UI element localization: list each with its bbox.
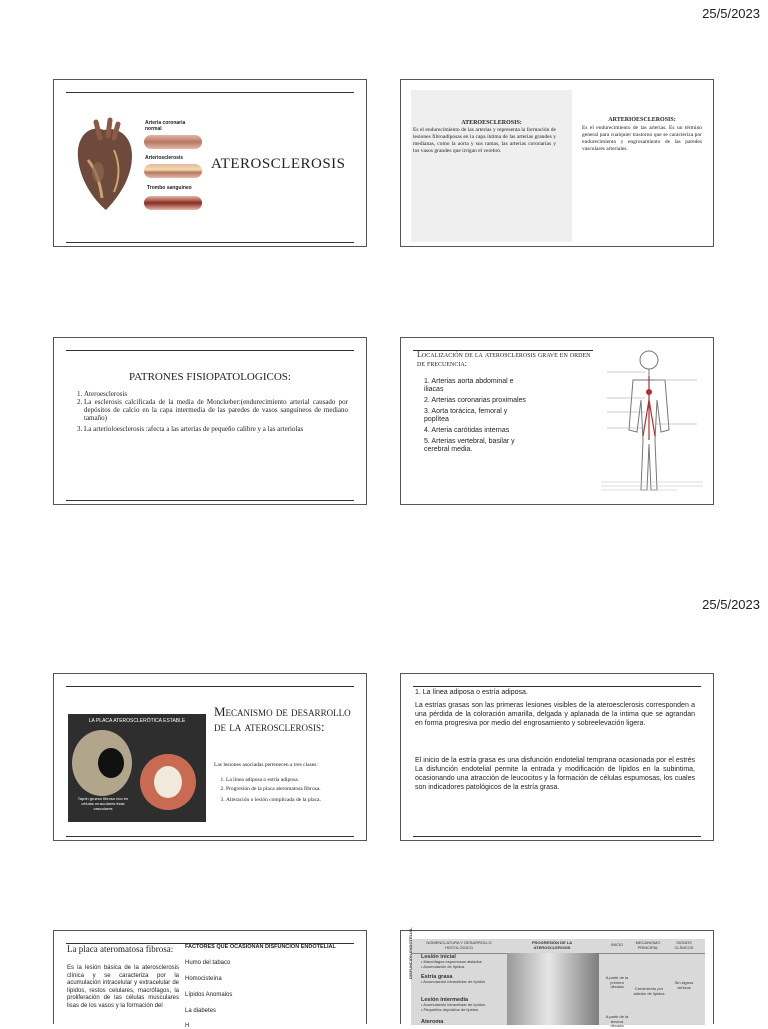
list-item: 1. La línea adiposa o estría adiposa.: [226, 777, 356, 784]
table-row: [421, 997, 505, 1012]
factor-item: Lípidos Anomalos: [185, 992, 233, 998]
page-date: 25/5/2023: [702, 597, 760, 612]
body-figure-illustration: [597, 340, 707, 500]
list-item: 2. Arterias coronarias proximales: [424, 397, 526, 404]
placa-image-label: Tapón grueso fibroso rico en células musculares lisas vasculares: [77, 796, 129, 811]
progresion-table: [408, 927, 705, 1028]
vessel-label-normal: Arteria coronaria normal: [145, 120, 186, 132]
header-cell: PROGRESIÓN DE LA ATEROSCLEROSIS: [531, 940, 573, 950]
placa-image-caption: LA PLACA ATEROSCLERÓTICA ESTABLE: [88, 718, 186, 724]
list-item: 3. Alteración o lesión complicada de la placa.: [226, 797, 356, 804]
list-item: 4. Arteria carótidas internas: [424, 427, 510, 434]
row-mechanism: Crecimiento por adición de lípidos: [633, 986, 665, 996]
slide-localizacion: [400, 337, 714, 505]
row-name: Lesión intermedia: [421, 997, 469, 1003]
slide-bottom-rule: [66, 836, 354, 837]
list-item: 2. Progresión de la placa ateromatosa fibrosa.: [226, 786, 356, 793]
row-bullet: • Pequeños depósitos de lípidos: [421, 1006, 478, 1012]
list-item: 2. La esclerosis calcificada de la media de Monckeber:(endurecimiento arterial causado por depósitos de calcio en la capa intermedia de las paredes de vasos sanguíneos de mediano tamaño): [84, 398, 348, 422]
slide-title: La placa ateromatosa fibrosa:: [67, 944, 174, 954]
factor-item: La diabetes: [185, 1008, 217, 1014]
vessel-thrombus-image: [144, 196, 202, 210]
row-onset: A partir de la primera década: [605, 975, 629, 989]
row-signs: Sin signos clínicos: [674, 980, 694, 990]
left-definition-panel: [411, 90, 572, 242]
list-item: 1. Ateroesclerosis: [84, 390, 348, 398]
header-cell: NOMENCLATURA Y DESARROLLO HISTOLÓGICO: [426, 940, 492, 950]
row-bullet: • Acumulación de lípidos: [421, 963, 465, 969]
artery-progression-image: [507, 953, 599, 1025]
left-definition-title: ATEROESCLEROSIS:: [461, 120, 522, 126]
slide-bottom-rule: [413, 836, 701, 837]
vessel-arteriosclerosis-image: [144, 164, 202, 178]
factor-item: H: [185, 1023, 190, 1029]
slide-title: Localización de la aterosclerosis grave en orden de frecuencia:: [417, 350, 591, 368]
placa-cross-section-left: [72, 730, 132, 796]
slide-top-rule: [413, 686, 701, 687]
right-definition-text: Es el endurecimiento de las arterias. Es un término general para cualquier trastorno que se caracteriza por endurecimiento y engrosamiento de las paredes vasculares arteriales.: [582, 125, 702, 152]
row-name: Lesión inicial: [421, 954, 456, 960]
slide-definitions: [400, 79, 714, 247]
slide-intro: Las lesiones asociadas pertenecen a tres clases:: [214, 762, 318, 768]
list-item: 3. La arterioloesclerosis :afecta a las arterias de pequeño calibre y a las arteriolas: [84, 425, 348, 433]
slide-top-rule: [66, 92, 354, 93]
slide-text: Es la lesión básica de la aterosclerosis clínica y se caracteriza por la acumulación intracelular y extracelular de lípidos, restos celulares, macrófagos, la proliferación de las células musculares lisas de los vasos y la formación del: [67, 965, 179, 1009]
slide-mecanismo: [53, 673, 367, 841]
vessel-label-thrombus: Trombo sanguíneo: [147, 185, 192, 191]
header-cell: MECANISMO PRINCIPAL: [635, 940, 661, 950]
localizacion-list: [424, 378, 532, 454]
placa-cross-section-right: [140, 754, 196, 810]
factors-title: FACTORES QUE OCASIONAN DISFUNCION ENDOTELIAL: [185, 944, 336, 950]
row-onset: A partir de la tercera década: [605, 1014, 629, 1028]
list-item: 5. Arterias vertebral, basilar y cerebral media.: [424, 438, 515, 453]
slide-title: Mecanismo de desarrollo de la aterosclerosis:: [214, 704, 351, 734]
table-row: [421, 954, 505, 969]
section-heading: 1. La línea adiposa o estría adiposa.: [415, 689, 528, 696]
patrones-list: [70, 390, 348, 433]
list-item: 3. Aorta torácica, femoral y poplítea: [424, 408, 508, 423]
row-bullet: • Macrófagos espumosos aislados: [421, 959, 482, 964]
slide-top-rule: [66, 686, 354, 687]
slide-bottom-rule: [66, 500, 354, 501]
page-date: 25/5/2023: [702, 6, 760, 21]
table-row: [421, 1019, 505, 1025]
slide-linea-adiposa: [400, 673, 714, 841]
factor-item: Homocisteína: [185, 976, 222, 982]
row-bullet: • Acumulación intracelular de lípidos: [421, 979, 486, 984]
paragraph-1: La estrías grasas son las primeras lesiones visibles de la ateroesclerosis corresponden a una pérdida de la coloración amarilla, delgada y aplanada de la intima que se agrandan en forma progresiva por medio del engrosamiento y sobreelevación ligera.: [415, 702, 695, 727]
slide-title: ATEROSCLEROSIS: [211, 156, 346, 172]
paragraph-2: El inicio de la estría grasa es una disfunción endotelial temprana ocasionada por el estrés La disfunción endotelial permite la entrada y modificación de lípidos en la subintima, ocasionando una atracción de leucocitos y la formación de células espumosas, los cuales son indicadores patológicos de la estría grasa.: [415, 757, 695, 791]
slide-progresion-table: [400, 927, 714, 1028]
vessel-label-arteriosclerosis: Arteriosclerosis: [145, 155, 184, 161]
row-bullet: • Acumulación intracelular de lípidos: [421, 1002, 486, 1007]
vessel-normal-image: [144, 135, 202, 149]
factor-item: Humo del tabaco: [185, 960, 231, 966]
header-cell: INICIO: [610, 942, 624, 947]
mecanismo-list: [214, 777, 356, 804]
right-definition-title: ARTERIOESCLEROSIS:: [608, 117, 676, 123]
placa-image: [68, 714, 206, 822]
slide-aterosclerosis-title: [53, 79, 367, 247]
header-cell: SIGNOS CLÍNICOS: [674, 940, 694, 950]
row-name: Estría grasa: [421, 974, 453, 980]
table-header: [411, 939, 705, 954]
slide-top-rule: [66, 350, 354, 351]
slide-placa-fibrosa: [53, 930, 367, 1029]
row-name: Ateroma: [421, 1019, 444, 1025]
left-definition-text: Es el endurecimiento de las arterias y representa la formación de lesiones fibroadiposas en la capa íntima de las arterias grandes y medianas, como la aorta y sus ramas, las arterias coronarias y los vasos grandes que irrigan el cerebro.: [413, 127, 556, 154]
slide-bottom-rule: [66, 242, 354, 243]
heart-illustration: [70, 120, 138, 212]
slide-title: PATRONES FISIOPATOLOGICOS:: [129, 371, 291, 383]
side-label: DISFUNCIÓN ENDOTELIAL: [408, 927, 413, 979]
slide-patrones: [53, 337, 367, 505]
table-row: [421, 974, 505, 985]
list-item: 1. Arterias aorta abdominal e iliacas: [424, 378, 514, 393]
